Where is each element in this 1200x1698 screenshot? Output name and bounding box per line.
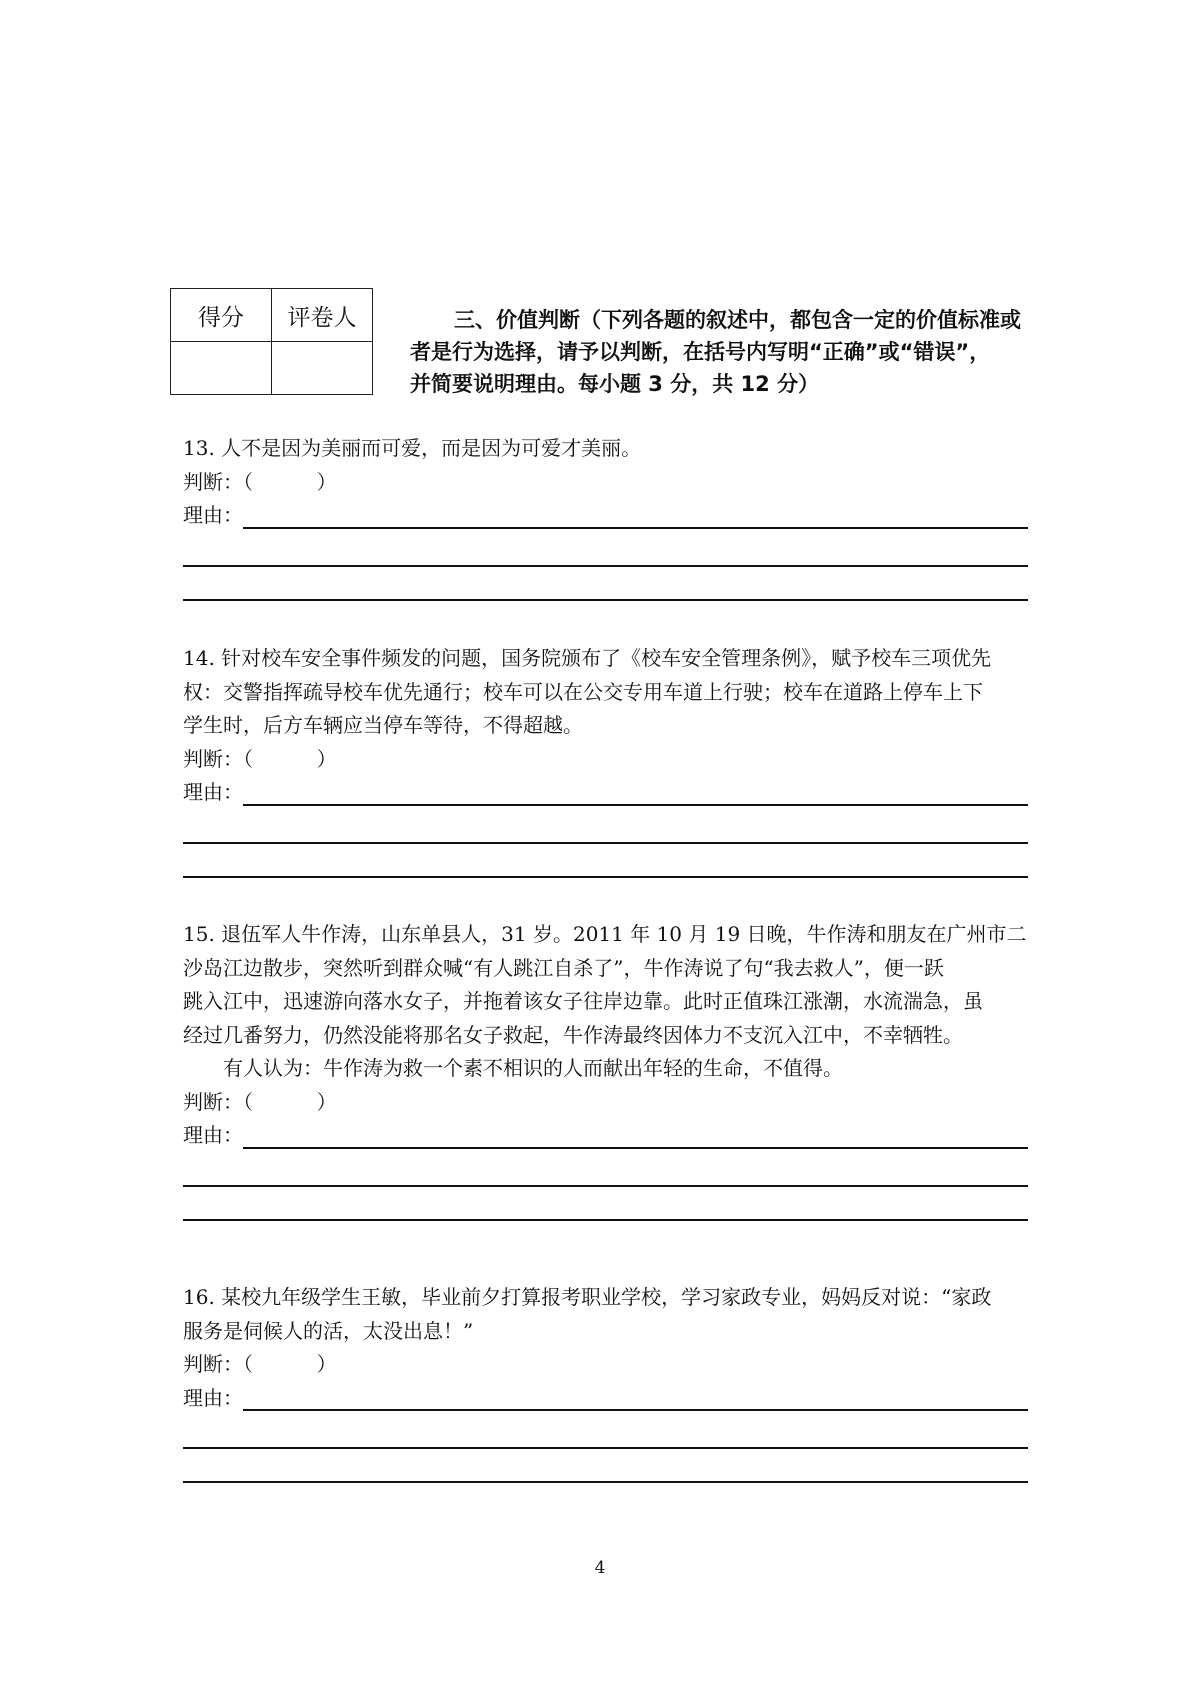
- question-text-line: 16. 某校九年级学生王敏，毕业前夕打算报考职业学校，学习家政专业，妈妈反对说：“家政: [183, 1285, 992, 1309]
- reason-label: 理由：: [183, 503, 243, 527]
- question-16: [183, 1281, 1028, 1483]
- question-text-line: 学生时，后方车辆应当停车等待，不得超越。: [183, 713, 583, 737]
- question-text-line: 15. 退伍军人牛作涛，山东单县人，31 岁。2011 年 10 月 19 日晚，牛作涛和朋友在广州市二: [183, 922, 1027, 946]
- score-cell[interactable]: [171, 342, 272, 395]
- reason-row: [183, 1119, 1028, 1153]
- page-number: 4: [594, 1558, 606, 1578]
- answer-line[interactable]: [243, 804, 1028, 806]
- question-text-line: 沙岛江边散步，突然听到群众喊“有人跳江自杀了”，牛作涛说了句“我去救人”，便一跃: [183, 955, 944, 980]
- question-text-line: 服务是伺候人的活，太没出息！”: [183, 1318, 474, 1343]
- section-heading-line-3: 并简要说明理由。每小题 3 分，共 12 分）: [410, 372, 820, 396]
- answer-line[interactable]: [243, 1409, 1028, 1411]
- answer-line[interactable]: [243, 527, 1028, 529]
- grader-cell[interactable]: [272, 342, 373, 395]
- answer-line[interactable]: [183, 1219, 1028, 1221]
- judgement-field[interactable]: 判断：（ ）: [183, 746, 337, 771]
- section-heading: [410, 304, 1030, 400]
- judgement-row: [183, 1348, 1028, 1382]
- answer-line[interactable]: [183, 842, 1028, 844]
- reason-row: [183, 1382, 1028, 1416]
- section-heading-line-2: 者是行为选择，请予以判断，在括号内写明“正确”或“错误”，: [410, 340, 991, 364]
- score-table: [170, 288, 373, 395]
- question-text-line: 经过几番努力，仍然没能将那名女子救起，牛作涛最终因体力不支沉入江中，不幸牺牲。: [183, 1022, 963, 1047]
- judgement-field[interactable]: 判断：（ ）: [183, 469, 337, 494]
- score-header: 得分: [171, 289, 272, 342]
- question-text: 13. 人不是因为美丽而可爱，而是因为可爱才美丽。: [183, 436, 642, 460]
- grader-header: 评卷人: [272, 289, 373, 342]
- judgement-row: [183, 466, 1028, 500]
- judgement-row: [183, 743, 1028, 777]
- answer-line[interactable]: [243, 1147, 1028, 1149]
- reason-row: [183, 499, 1028, 533]
- answer-line[interactable]: [183, 599, 1028, 601]
- judgement-field[interactable]: 判断：（ ）: [183, 1352, 337, 1376]
- answer-line[interactable]: [183, 1481, 1028, 1483]
- question-14: [183, 642, 1028, 878]
- reason-label: 理由：: [183, 780, 243, 804]
- reason-label: 理由：: [183, 1385, 243, 1410]
- reason-label: 理由：: [183, 1123, 243, 1147]
- question-13: [183, 432, 1028, 601]
- answer-line[interactable]: [183, 1185, 1028, 1187]
- question-text-line: 权：交警指挥疏导校车优先通行；校车可以在公交专用车道上行驶；校车在道路上停车上下: [183, 679, 983, 704]
- judgement-row: [183, 1086, 1028, 1120]
- answer-line[interactable]: [183, 876, 1028, 878]
- question-15: [183, 918, 1028, 1221]
- answer-line[interactable]: [183, 565, 1028, 567]
- question-text-line: 跳入江中，迅速游向落水女子，并拖着该女子往岸边靠。此时正值珠江涨潮，水流湍急，虽: [183, 989, 983, 1013]
- answer-line[interactable]: [183, 1447, 1028, 1449]
- reason-row: [183, 776, 1028, 810]
- question-text-line: 14. 针对校车安全事件频发的问题，国务院颁布了《校车安全管理条例》，赋予校车三项优先: [183, 646, 992, 670]
- question-opinion: 有人认为：牛作涛为救一个素不相识的人而献出年轻的生命，不值得。: [223, 1056, 843, 1080]
- judgement-field[interactable]: 判断：（ ）: [183, 1089, 337, 1114]
- section-heading-line-1: 三、价值判断（下列各题的叙述中，都包含一定的价值标准或: [454, 308, 1021, 332]
